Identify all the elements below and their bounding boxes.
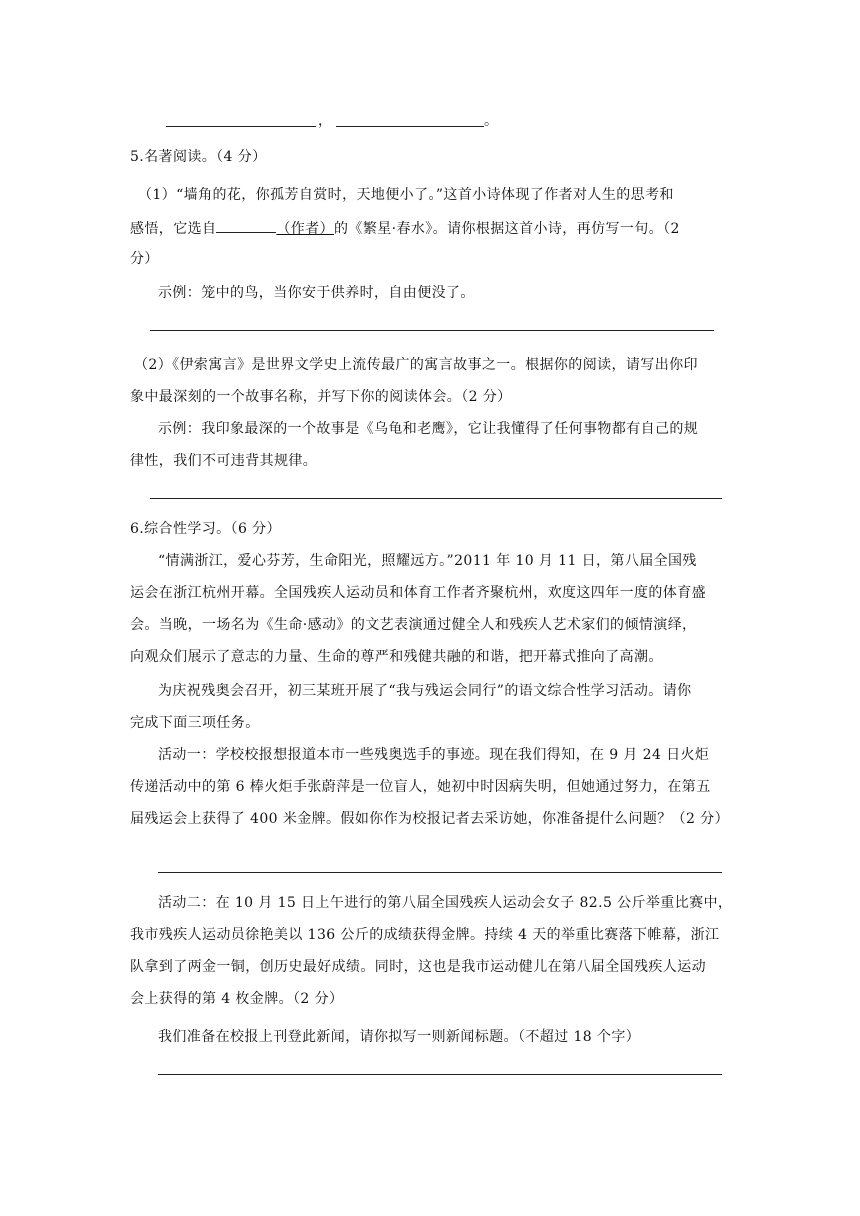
answer-blank-1[interactable] (166, 126, 316, 127)
q5-p2-line1: （2）《伊索寓言》是世界文学史上流传最广的寓言故事之一。根据你的阅读，请写出你印 (134, 357, 698, 373)
q5-title: 5.名著阅读。（4 分） (130, 149, 267, 165)
q5-p1-example: 示例：笼中的鸟，当你安于供养时，自由便没了。 (158, 285, 475, 301)
q6-activity1-line1: 活动一：学校校报想报道本市一些残奥选手的事迹。现在我们得知，在 9 月 24 日火炬 (158, 747, 710, 763)
q5-p1-line2-pre: 感悟，它选自 (130, 221, 217, 237)
q6-activity2-answer-line[interactable] (158, 1074, 722, 1075)
q5-p1-line1: （1）“墙角的花，你孤芳自赏时，天地便小了。”这首小诗体现了作者对人生的思考和 (138, 187, 674, 203)
q6-para1-line4: 向观众们展示了意志的力量、生命的尊严和残健共融的和谐，把开幕式推向了高潮。 (130, 649, 663, 665)
q6-para1-line2: 运会在浙江杭州开幕。全国残疾人运动员和体育工作者齐聚杭州，欢度这四年一度的体育盛 (130, 585, 706, 601)
answer-blank-2[interactable] (336, 126, 484, 127)
q6-activity2-line4: 会上获得的第 4 枚金牌。（2 分） (130, 991, 344, 1007)
author-blank[interactable] (216, 218, 276, 233)
author-blank-label: （作者） (276, 221, 335, 237)
q5-p2-answer-line[interactable] (150, 498, 722, 499)
period: 。 (484, 113, 499, 129)
q5-p1-line2-post: 的《繁星·春水》。请你根据这首小诗，再仿写一句。（2 (334, 221, 680, 237)
q6-activity1-line3: 届残运会上获得了 400 米金牌。假如你作为校报记者去采访她，你准备提什么问题？（2 分） (130, 811, 729, 827)
q6-para2-line1: 为庆祝残奥会召开，初三某班开展了“我与残运会同行”的语文综合性学习活动。请你 (158, 683, 692, 699)
q5-p1-answer-line[interactable] (150, 330, 714, 331)
q5-p1-line2 (130, 218, 680, 238)
q6-activity2-task: 我们准备在校报上刊登此新闻，请你拟写一则新闻标题。（不超过 18 个字） (158, 1029, 641, 1045)
q6-activity1-line2: 传递活动中的第 6 棒火炬手张蔚萍是一位盲人，她初中时因病失明，但她通过努力，在第五 (130, 779, 711, 795)
q6-activity2-line3: 队拿到了两金一铜，创历史最好成绩。同时，这也是我市运动健儿在第八届全国残疾人运动 (130, 959, 706, 975)
q6-para1-line1: “情满浙江，爱心芬芳，生命阳光，照耀远方。”2011 年 10 月 11 日，第八届全国残 (158, 553, 697, 569)
q6-para1-line3: 会。当晚，一场名为《生命·感动》的文艺表演通过健全人和残疾人艺术家们的倾情演绎， (130, 617, 697, 633)
comma: ， (318, 113, 333, 129)
q5-p2-line2: 象中最深刻的一个故事名称，并写下你的阅读体会。（2 分） (130, 389, 512, 405)
q6-title: 6.综合性学习。（6 分） (130, 521, 281, 537)
q6-activity2-line1: 活动二：在 10 月 15 日上午进行的第八届全国残疾人运动会女子 82.5 公斤举重比赛中， (158, 895, 733, 911)
q5-p2-example2: 律性，我们不可违背其规律。 (130, 453, 318, 469)
q5-p2-example1: 示例：我印象最深的一个故事是《乌龟和老鹰》，它让我懂得了任何事物都有自己的规 (158, 421, 699, 437)
q6-activity2-line2: 我市残疾人运动员徐艳美以 136 公斤的成绩获得金牌。持续 4 天的举重比赛落下帷幕，浙江 (130, 927, 720, 943)
q5-p1-line3: 分） (130, 251, 159, 267)
q6-para2-line2: 完成下面三项任务。 (130, 715, 260, 731)
q6-activity1-answer-line[interactable] (158, 872, 722, 873)
